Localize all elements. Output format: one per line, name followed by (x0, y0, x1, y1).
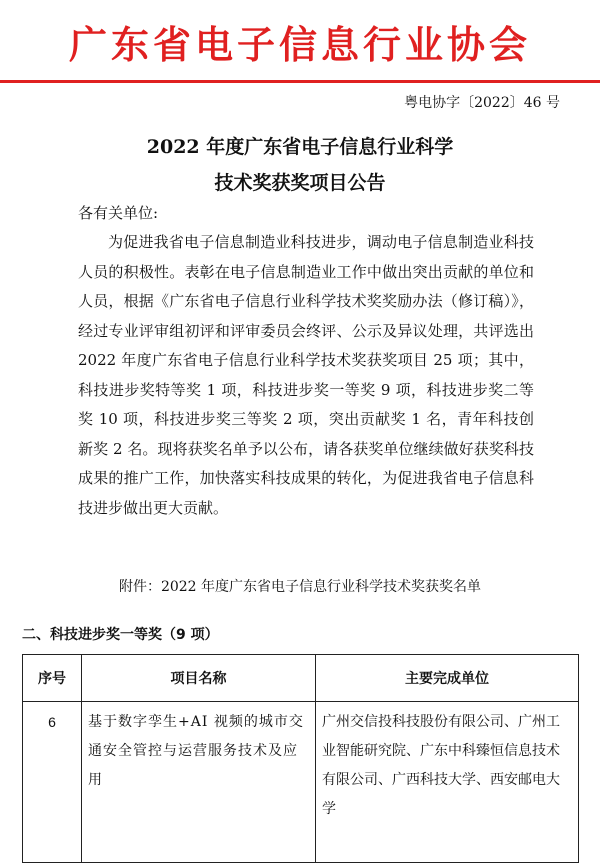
section-heading: 二、科技进步奖一等奖（9 项） (22, 627, 219, 643)
document-title-line-1: 2022 年度广东省电子信息行业科学 (146, 136, 454, 158)
award-table (22, 654, 579, 863)
salutation: 各有关单位: (78, 204, 159, 222)
announcement-body: 为促进我省电子信息制造业科技进步，调动电子信息制造业科技人员的积极性。表彰在电子信息制造业工作中做出突出贡献的单位和人员，根据《广东省电子信息行业科学技术奖奖励办法（修订稿）》，经过专业评审组初评和评审委员会终评、公示及异议处理，共评选出 2022 年度广东省电子信息行业科学技术奖获奖项目 25 项；其中，科技进步奖特等奖 1 项，科技进步奖一等奖 9 项，科技进步奖二等奖 10 项，科技进步奖三等奖 2 项，突出贡献奖 1 名，青年科技创新奖 2 名。现将获奖名单予以公布，请各获奖单位继续做好获奖科技成果的推广工作，加快落实科技成果的转化，为促进我省电子信息科技进步做出更大贡献。 (78, 233, 534, 517)
header-units: 主要完成单位 (316, 655, 579, 702)
org-letterhead-title: 广东省电子信息行业协会 (68, 23, 531, 67)
table-header-row (23, 655, 579, 702)
attachment-note: 附件：2022 年度广东省电子信息行业科学技术奖获奖名单 (118, 579, 482, 595)
row-project: 基于数字孪生+AI 视频的城市交通安全管控与运营服务技术及应用 (82, 702, 316, 863)
letterhead-divider (0, 80, 600, 83)
header-no: 序号 (23, 655, 82, 702)
header-project: 项目名称 (82, 655, 316, 702)
row-no: 6 (23, 702, 82, 863)
table-row (23, 702, 579, 863)
document-number: 粤电协字〔2022〕46 号 (404, 95, 560, 111)
row-units: 广州交信投科技股份有限公司、广州工业智能研究院、广东中科臻恒信息技术有限公司、广西科技大学、西安邮电大学 (316, 702, 579, 863)
document-title-line-2: 技术奖获奖项目公告 (214, 172, 386, 194)
